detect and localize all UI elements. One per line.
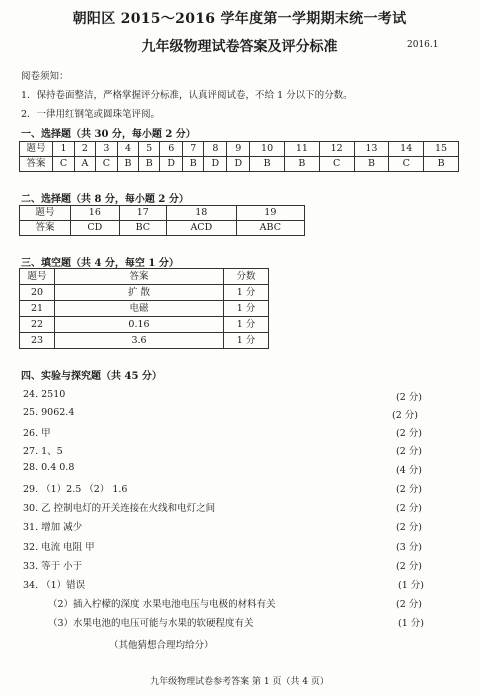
item-score: (2 分)	[396, 446, 422, 457]
answer-cell: C	[95, 157, 117, 172]
answer-item-34: 34. （1）错误	[23, 580, 86, 591]
note-item-1: 1．保持卷面整洁，严格掌握评分标准，认真评阅试卷，不给 1 分以下的分数。	[21, 90, 353, 101]
section4-heading: 四、实验与探究题（共 45 分）	[21, 371, 162, 382]
answer-cell: D	[227, 157, 250, 172]
answer-item-34-3: （3）水果电池的电压可能与水果的软硬程度有关	[48, 618, 254, 629]
answer-cell: B	[424, 157, 459, 172]
item-score: (1 分)	[398, 580, 424, 591]
answer-item-32: 32. 电流 电阻 甲	[23, 542, 95, 553]
row-label: 答案	[20, 221, 71, 236]
column-header: 答案	[55, 269, 224, 285]
document-title: 朝阳区 2015～2016 学年度第一学期期末统一考试	[72, 11, 407, 27]
document-subtitle: 九年级物理试卷答案及评分标准	[141, 39, 338, 55]
question-number: 22	[20, 317, 55, 333]
question-number: 4	[117, 142, 138, 157]
question-number: 21	[20, 301, 55, 317]
question-number: 6	[160, 142, 183, 157]
section1-answer-row	[20, 157, 459, 172]
question-number: 2	[74, 142, 95, 157]
question-number: 20	[20, 285, 55, 301]
answer-cell: B	[139, 157, 160, 172]
question-number: 3	[95, 142, 117, 157]
question-number: 18	[166, 206, 236, 221]
question-number: 14	[389, 142, 424, 157]
row-label: 答案	[20, 157, 53, 172]
answer-cell: C	[389, 157, 424, 172]
question-number: 15	[424, 142, 459, 157]
answer-cell: ACD	[166, 221, 236, 236]
answer-item-26: 26. 甲	[23, 428, 51, 439]
answer-item-24: 24. 2510	[23, 389, 66, 400]
section1-heading: 一、选择题（共 30 分，每小题 2 分）	[21, 129, 196, 140]
question-number: 8	[204, 142, 227, 157]
item-score: (2 分)	[396, 522, 422, 533]
section3-table	[19, 268, 269, 349]
answer-cell: B	[354, 157, 389, 172]
answer-item-28: 28. 0.4 0.8	[23, 462, 75, 473]
answer-cell: ABC	[236, 221, 304, 236]
question-number: 9	[227, 142, 250, 157]
answer-cell: D	[204, 157, 227, 172]
question-number: 19	[236, 206, 304, 221]
answer-cell: B	[183, 157, 204, 172]
item-score: (3 分)	[396, 542, 422, 553]
item-score: (4 分)	[396, 465, 422, 476]
document-date: 2016.1	[407, 40, 439, 50]
answer-cell: CD	[71, 221, 120, 236]
question-number: 11	[284, 142, 319, 157]
answer-item-34-2: （2）插入柠檬的深度 水果电池电压与电极的材料有关	[48, 599, 276, 610]
question-number: 10	[250, 142, 285, 157]
item-score: (2 分)	[396, 503, 422, 514]
item-score: (2 分)	[396, 392, 422, 403]
answer-cell: B	[250, 157, 285, 172]
item-score: (2 分)	[396, 561, 422, 572]
question-number: 5	[139, 142, 160, 157]
section1-number-row	[20, 142, 459, 157]
answer-item-30: 30. 乙 控制电灯的开关连接在火线和电灯之间	[23, 503, 216, 514]
table-row	[20, 301, 269, 317]
column-header: 分数	[224, 269, 269, 285]
item-score: (2 分)	[396, 484, 422, 495]
answer-item-33: 33. 等于 小于	[23, 561, 83, 572]
row-label: 题号	[20, 206, 71, 221]
score-cell: 1 分	[224, 333, 269, 349]
row-label: 题号	[20, 142, 53, 157]
item-score: (1 分)	[398, 618, 424, 629]
answer-cell: 0.16	[55, 317, 224, 333]
answer-cell: 电磁	[55, 301, 224, 317]
table-row	[20, 285, 269, 301]
answer-cell: 扩 散	[55, 285, 224, 301]
column-header: 题号	[20, 269, 55, 285]
section3-header-row	[20, 269, 269, 285]
note-item-2: 2．一律用红钢笔或圆珠笔评阅。	[21, 109, 161, 120]
item-score: (2 分)	[392, 410, 418, 421]
question-number: 16	[71, 206, 120, 221]
answer-item-29: 29. （1）2.5 （2） 1.6	[23, 484, 128, 495]
question-number: 7	[183, 142, 204, 157]
answer-cell: C	[319, 157, 354, 172]
answer-cell: D	[160, 157, 183, 172]
table-row	[20, 317, 269, 333]
answer-cell: BC	[119, 221, 166, 236]
section1-table	[19, 141, 459, 172]
score-cell: 1 分	[224, 317, 269, 333]
question-number: 23	[20, 333, 55, 349]
answer-cell: B	[117, 157, 138, 172]
answer-item-25: 25. 9062.4	[23, 407, 75, 418]
answer-item-31: 31. 增加 减少	[23, 522, 83, 533]
item-score: (2 分)	[396, 428, 422, 439]
section2-number-row	[20, 206, 305, 221]
grading-note: （其他猜想合理均给分）	[109, 640, 214, 651]
answer-item-27: 27. 1、5	[23, 446, 63, 457]
score-cell: 1 分	[224, 301, 269, 317]
section2-table	[19, 205, 305, 236]
answer-cell: 3.6	[55, 333, 224, 349]
answer-cell: C	[53, 157, 75, 172]
question-number: 17	[119, 206, 166, 221]
question-number: 1	[53, 142, 75, 157]
notes-heading: 阅卷须知：	[21, 71, 69, 82]
answer-cell: B	[284, 157, 319, 172]
score-cell: 1 分	[224, 285, 269, 301]
section2-heading: 二、选择题（共 8 分，每小题 2 分）	[21, 194, 189, 205]
item-score: (2 分)	[396, 599, 422, 610]
answer-cell: A	[74, 157, 95, 172]
page-footer: 九年级物理试卷参考答案 第 1 页（共 4 页）	[150, 677, 329, 687]
question-number: 13	[354, 142, 389, 157]
section2-answer-row	[20, 221, 305, 236]
table-row	[20, 333, 269, 349]
question-number: 12	[319, 142, 354, 157]
section3-heading: 三、填空题（共 4 分，每空 1 分）	[21, 258, 179, 269]
